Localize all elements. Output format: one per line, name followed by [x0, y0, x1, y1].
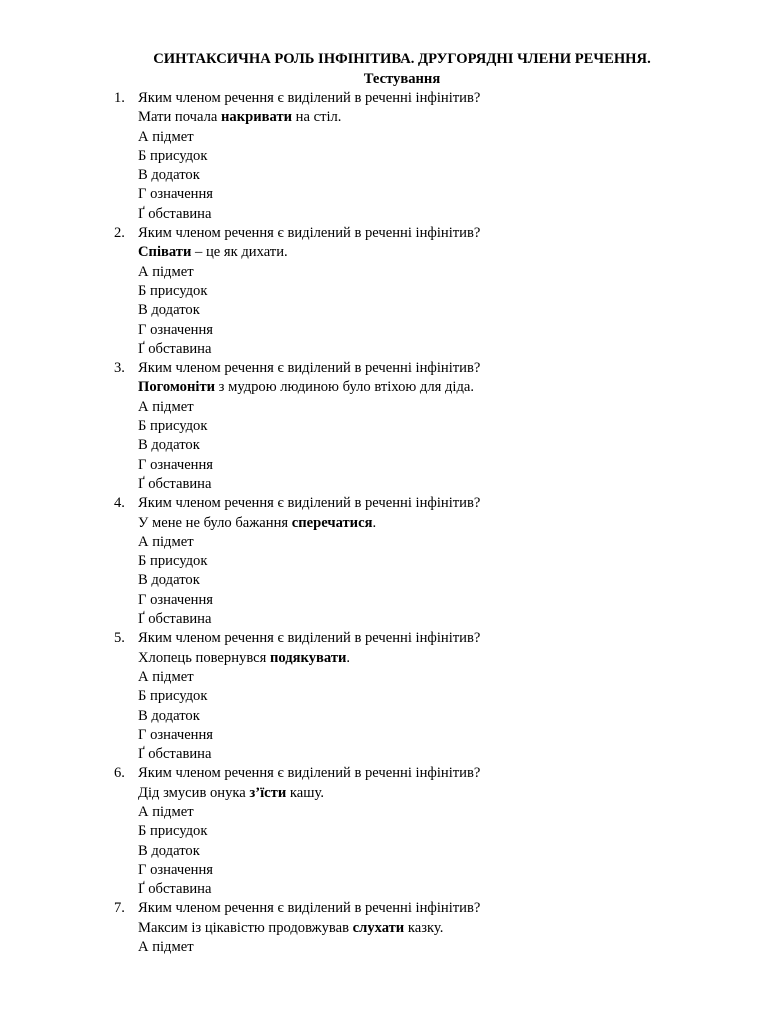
sentence-text-after: казку. [404, 919, 444, 936]
sentence-text-after: . [346, 649, 351, 666]
answer-option: Ґ обставина [138, 205, 212, 222]
answer-option-line [0, 861, 768, 880]
question-item [0, 494, 768, 629]
sentence-text-before: У мене не було бажання [138, 514, 292, 531]
question-prompt-line [0, 899, 768, 918]
question-number: 3. [114, 360, 125, 377]
question-sentence [138, 108, 341, 127]
answer-option-line [0, 726, 768, 745]
question-prompt: Яким членом речення є виділений в реченні інфінітив? [138, 900, 481, 917]
answer-option-line [0, 571, 768, 590]
highlighted-infinitive: накривати [221, 109, 293, 126]
question-prompt: Яким членом речення є виділений в реченні інфінітив? [138, 360, 481, 377]
sentence-text-before: Хлопець повернувся [138, 649, 270, 666]
answer-option: А підмет [138, 128, 194, 145]
question-number: 7. [114, 900, 125, 917]
answer-option: В додаток [138, 302, 200, 319]
question-prompt-line [0, 494, 768, 513]
sentence-text-after: . [372, 514, 377, 531]
answer-option: Б присудок [138, 147, 208, 164]
answer-option: Ґ обставина [138, 881, 212, 898]
answer-option: Б присудок [138, 418, 208, 435]
question-list [0, 89, 768, 957]
question-number: 5. [114, 630, 125, 647]
question-sentence-line [0, 649, 768, 668]
question-item [0, 89, 768, 224]
answer-option-line [0, 533, 768, 552]
answer-option-line [0, 147, 768, 166]
answer-option-line [0, 745, 768, 764]
answer-option: А підмет [138, 263, 194, 280]
sentence-text-after: – це як дихати. [191, 244, 288, 261]
question-item [0, 359, 768, 494]
answer-option-line [0, 707, 768, 726]
question-prompt: Яким членом речення є виділений в реченні інфінітив? [138, 495, 481, 512]
answer-option-line [0, 842, 768, 861]
answer-option-line [0, 436, 768, 455]
answer-option: Г означення [138, 321, 213, 338]
answer-option-line [0, 552, 768, 571]
answer-option: В додаток [138, 572, 200, 589]
sentence-text-before: Дід змусив онука [138, 784, 250, 801]
question-sentence [138, 378, 474, 397]
answer-option-line [0, 475, 768, 494]
question-item [0, 629, 768, 764]
answer-option-line [0, 668, 768, 687]
answer-option: А підмет [138, 939, 194, 956]
question-item [0, 224, 768, 359]
answer-option: Ґ обставина [138, 746, 212, 763]
question-prompt-line [0, 629, 768, 648]
answer-option: Б присудок [138, 282, 208, 299]
answer-option: Г означення [138, 456, 213, 473]
question-prompt-line [0, 89, 768, 108]
question-sentence [138, 784, 324, 803]
answer-option-line [0, 880, 768, 899]
sentence-text-before: Мати почала [138, 109, 221, 126]
highlighted-infinitive: сперечатися [291, 514, 373, 531]
question-sentence [138, 919, 443, 938]
question-sentence-line [0, 243, 768, 262]
highlighted-infinitive: Погомоніти [138, 379, 216, 396]
answer-option: Г означення [138, 186, 213, 203]
question-sentence-line [0, 108, 768, 127]
highlighted-infinitive: Співати [138, 244, 192, 261]
answer-option-line [0, 321, 768, 340]
answer-option: Б присудок [138, 688, 208, 705]
answer-option-line [0, 340, 768, 359]
answer-option-line [0, 687, 768, 706]
sentence-text-after: з мудрою людиною було втіхою для діда. [215, 379, 475, 396]
page-title: СИНТАКСИЧНА РОЛЬ ІНФІНІТИВА. ДРУГОРЯДНІ ЧЛЕНИ РЕЧЕННЯ. [153, 51, 651, 67]
answer-option-line [0, 398, 768, 417]
answer-option-line [0, 128, 768, 147]
question-prompt-line [0, 764, 768, 783]
answer-option-line [0, 938, 768, 957]
question-prompt-line [0, 224, 768, 243]
answer-option: А підмет [138, 803, 194, 820]
answer-option-line [0, 301, 768, 320]
answer-option-line [0, 205, 768, 224]
question-prompt: Яким членом речення є виділений в реченні інфінітив? [138, 630, 481, 647]
answer-option: В додаток [138, 842, 200, 859]
answer-option: А підмет [138, 533, 194, 550]
question-prompt-line [0, 359, 768, 378]
answer-option-line [0, 166, 768, 185]
highlighted-infinitive: з’їсти [249, 784, 287, 801]
answer-option-line [0, 822, 768, 841]
answer-option-line [0, 591, 768, 610]
question-sentence-line [0, 784, 768, 803]
answer-option: В додаток [138, 437, 200, 454]
highlighted-infinitive: подякувати [269, 649, 347, 666]
answer-option: Ґ обставина [138, 475, 212, 492]
answer-option-line [0, 263, 768, 282]
answer-option-line [0, 185, 768, 204]
answer-option-line [0, 417, 768, 436]
question-prompt: Яким членом речення є виділений в реченні інфінітив? [138, 765, 481, 782]
question-sentence [138, 649, 350, 668]
question-prompt: Яким членом речення є виділений в реченні інфінітив? [138, 90, 481, 106]
question-number: 6. [114, 765, 125, 782]
answer-option: А підмет [138, 398, 194, 415]
question-sentence [138, 514, 376, 533]
answer-option: В додаток [138, 167, 200, 184]
answer-option: Г означення [138, 591, 213, 608]
answer-option: Г означення [138, 861, 213, 878]
answer-option: Ґ обставина [138, 340, 212, 357]
sentence-text-before: Максим із цікавістю продовжував [138, 919, 353, 936]
answer-option: А підмет [138, 668, 194, 685]
answer-option: В додаток [138, 707, 200, 724]
answer-option: Б присудок [138, 553, 208, 570]
sentence-text-after: кашу. [286, 784, 324, 801]
question-item [0, 899, 768, 957]
question-sentence [138, 243, 288, 262]
question-sentence-line [0, 919, 768, 938]
question-number: 2. [114, 225, 125, 242]
answer-option: Б присудок [138, 823, 208, 840]
question-sentence-line [0, 378, 768, 397]
question-prompt: Яким членом речення є виділений в реченні інфінітив? [138, 225, 481, 242]
answer-option: Г означення [138, 726, 213, 743]
answer-option-line [0, 803, 768, 822]
highlighted-infinitive: слухати [352, 919, 405, 936]
answer-option-line [0, 610, 768, 629]
question-sentence-line [0, 514, 768, 533]
answer-option-line [0, 456, 768, 475]
answer-option: Ґ обставина [138, 611, 212, 628]
page-subtitle: Тестування [363, 70, 441, 87]
question-item [0, 764, 768, 899]
question-number: 4. [114, 495, 125, 512]
question-number: 1. [114, 90, 125, 106]
sentence-text-after: на стіл. [292, 109, 342, 126]
answer-option-line [0, 282, 768, 301]
